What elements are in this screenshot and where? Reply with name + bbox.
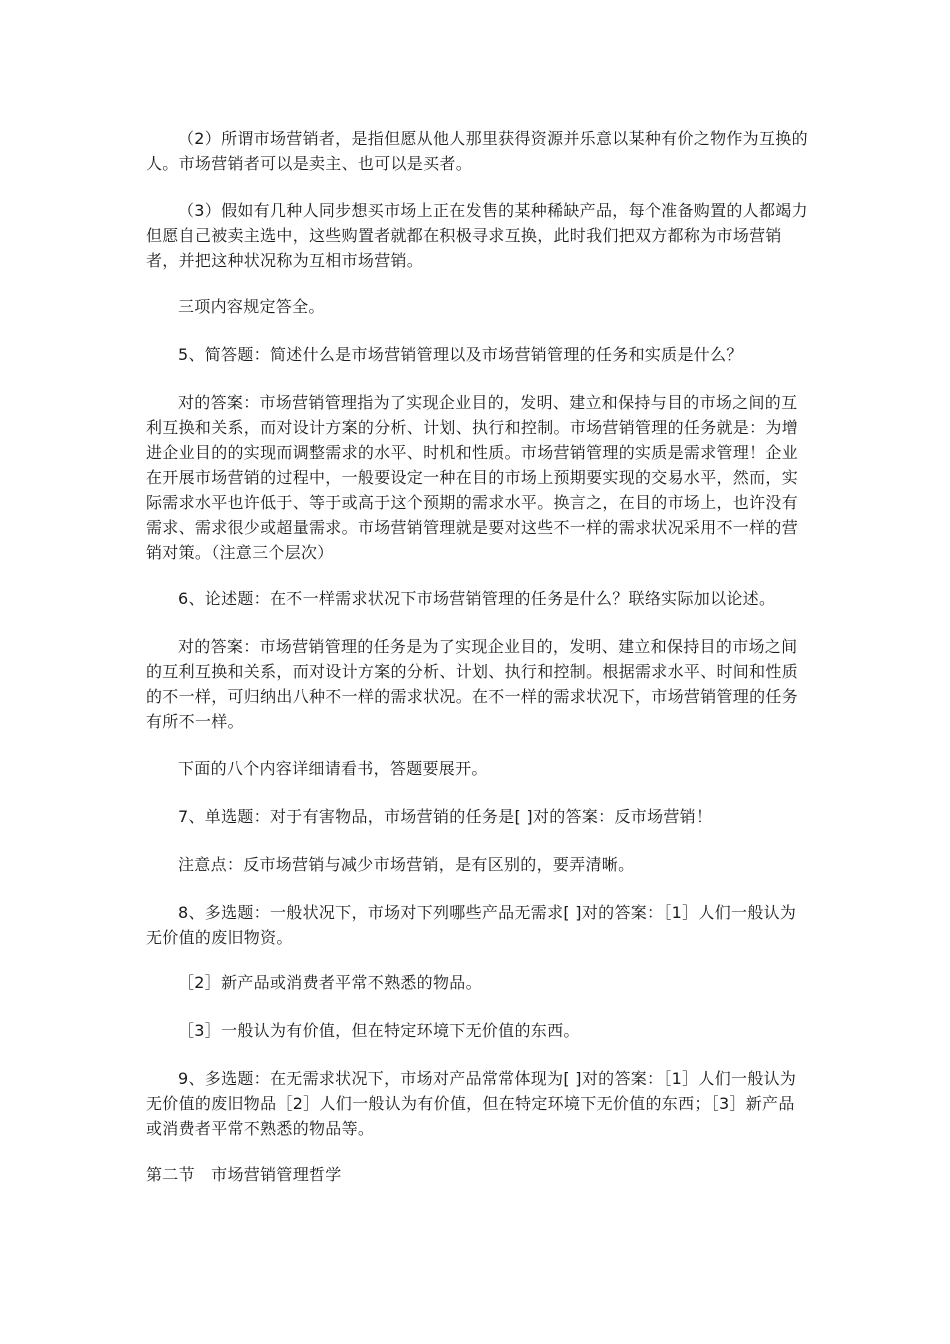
paragraph-note: 注意点：反市场营销与减少市场营销，是有区别的，要弄清晰。 [178, 855, 635, 874]
question-9: 9、多选题：在无需求状况下，市场对产品常常体现为[ ]对的答案：［1］人们一般认为无价值的废旧物品［2］人们一般认为有价值，但在特定环境下无价值的东西；［3］新产品或消费者平常不熟悉的物品等。 [146, 1069, 797, 1138]
question-5: 5、简答题：简述什么是市场营销管理以及市场营销管理的任务和实质是什么？ [178, 345, 743, 364]
paragraph-mutual-marketing: （3）假如有几种人同步想买市场上正在发售的某种稀缺产品，每个准备购置的人都竭力但愿自己被卖主选中，这些购置者就都在积极寻求互换，此时我们把双方都称为市场营销者，并把这种状况称为互相市场营销。 [146, 201, 808, 270]
question-8: 8、多选题：一般状况下，市场对下列哪些产品无需求[ ]对的答案：［1］人们一般认为无价值的废旧物资。 [146, 903, 797, 947]
section-heading: 第二节 市场营销管理哲学 [146, 1165, 342, 1184]
answer-5: 对的答案：市场营销管理指为了实现企业目的，发明、建立和保持与目的市场之间的互利互换和关系，而对设计方案的分析、计划、执行和控制。市场营销管理的任务就是：为增进企业目的的实现而调整需求的水平、时机和性质。市场营销管理的实质是需求管理！企业在开展市场营销的过程中，一般要设定一种在目的市场上预期要实现的交易水平，然而，实际需求水平也许低于、等于或高于这个预期的需求水平。换言之，在目的市场上，也许没有需求、需求很少或超量需求。市场营销管理就是要对这些不一样的需求状况采用不一样的营销对策。（注意三个层次） [146, 393, 799, 562]
paragraph-see-book: 下面的八个内容详细请看书，答题要展开。 [178, 759, 488, 778]
question-7: 7、单选题：对于有害物品，市场营销的任务是[ ]对的答案：反市场营销！ [178, 807, 713, 826]
question-6: 6、论述题：在不一样需求状况下市场营销管理的任务是什么？联络实际加以论述。 [178, 589, 776, 608]
answer-6: 对的答案：市场营销管理的任务是为了实现企业目的，发明、建立和保持目的市场之间的互利互换和关系，而对设计方案的分析、计划、执行和控制。根据需求水平、时间和性质的不一样，可归纳出八种不一样的需求状况。在不一样的需求状况下，市场营销管理的任务有所不一样。 [146, 637, 799, 731]
paragraph-answer-note: 三项内容规定答全。 [178, 297, 325, 316]
question-8-option-2: ［2］新产品或消费者平常不熟悉的物品。 [178, 973, 482, 992]
question-8-option-3: ［3］一般认为有价值，但在特定环境下无价值的东西。 [178, 1021, 580, 1040]
paragraph-market-seller-definition: （2）所谓市场营销者，是指但愿从他人那里获得资源并乐意以某种有价之物作为互换的人。市场营销者可以是卖主、也可以是买者。 [146, 129, 808, 173]
